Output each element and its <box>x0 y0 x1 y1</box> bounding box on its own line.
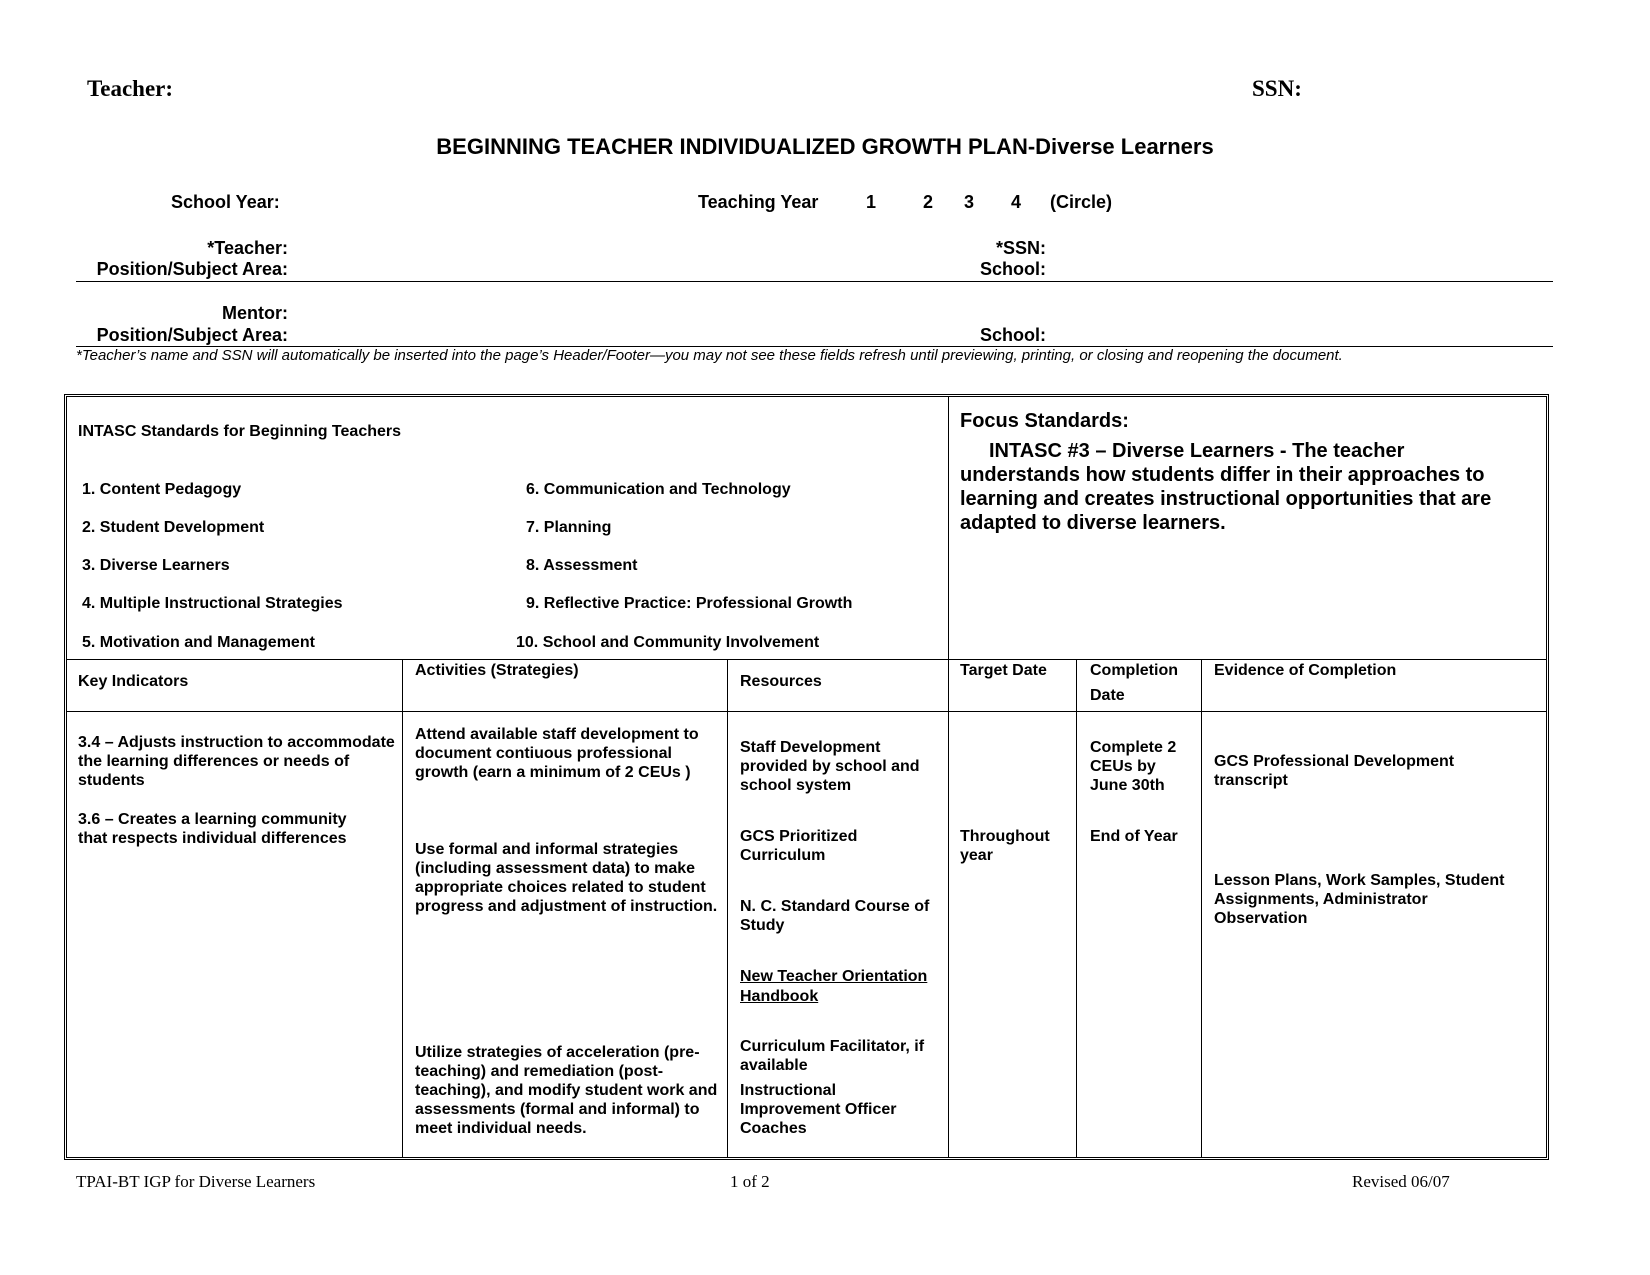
page-header-teacher-label: Teacher: <box>87 76 174 101</box>
school-year-label: School Year: <box>171 192 280 212</box>
focus-standards-heading: Focus Standards: <box>960 410 1129 432</box>
mentor-school-field-label: School: <box>980 325 1046 345</box>
teaching-year-label: Teaching Year <box>698 192 819 212</box>
evidence-item: Lesson Plans, Work Samples, Student Assignments, Administrator Observation <box>1214 872 1505 927</box>
key-indicator: 3.6 – Creates a learning community that respects individual differences <box>78 811 347 847</box>
standard-item: 4. Multiple Instructional Strategies <box>82 595 343 612</box>
standard-item: 10. School and Community Involvement <box>516 634 820 651</box>
col-header-target-date: Target Date <box>960 662 1047 679</box>
col-header-completion: Completion <box>1090 662 1178 679</box>
teacher-field-label: *Teacher: <box>207 238 288 258</box>
standard-item: 3. Diverse Learners <box>82 557 230 574</box>
column-header-bottom-line <box>66 711 1547 712</box>
col-divider-1 <box>402 659 403 1158</box>
footer-page-number: 1 of 2 <box>730 1172 770 1191</box>
target-date-value: Throughout year <box>960 828 1050 864</box>
resource: Instructional Improvement Officer Coaches <box>740 1082 897 1137</box>
col-divider-3 <box>1076 659 1077 1158</box>
standard-item: 7. Planning <box>526 519 612 536</box>
teaching-year-option-4[interactable]: 4 <box>1011 192 1022 212</box>
teaching-year-option-2[interactable]: 2 <box>923 192 934 212</box>
activity: Utilize strategies of acceleration (pre-teaching) and remediation (post-teaching), and modify student work and assessments (formal and informal) to meet individual needs. <box>415 1044 718 1137</box>
footer-revision: Revised 06/07 <box>1352 1172 1450 1191</box>
mentor-field-label: Mentor: <box>222 303 288 323</box>
teaching-year-option-3[interactable]: 3 <box>964 192 975 212</box>
resource: N. C. Standard Course of Study <box>740 898 930 934</box>
activity: Use formal and informal strategies (including assessment data) to make appropriate choices related to student progress and adjustment of instruction. <box>415 841 718 915</box>
col-header-activities: Activities (Strategies) <box>415 662 579 679</box>
circle-note: (Circle) <box>1050 192 1113 212</box>
standards-heading: INTASC Standards for Beginning Teachers <box>78 423 402 440</box>
position-subject-field-label: Position/Subject Area: <box>96 259 288 279</box>
teaching-year-option-1[interactable]: 1 <box>866 192 877 212</box>
standard-item: 2. Student Development <box>82 519 265 536</box>
completion-value: End of Year <box>1090 828 1178 845</box>
activity: Attend available staff development to document contiuous professional growth (earn a minimum of 2 CEUs ) <box>415 726 699 781</box>
col-divider-4 <box>1201 659 1202 1158</box>
school-field-label: School: <box>980 259 1046 279</box>
resource: GCS Prioritized Curriculum <box>740 828 858 864</box>
page-header-ssn-label: SSN: <box>1252 76 1302 101</box>
footer-document-name: TPAI-BT IGP for Diverse Learners <box>76 1172 316 1191</box>
standard-item: 1. Content Pedagogy <box>82 481 242 498</box>
standard-item: 9. Reflective Practice: Professional Growth <box>526 595 853 612</box>
resource-link[interactable]: New Teacher Orientation Handbook <box>740 968 928 1005</box>
col-divider-2 <box>727 659 728 1158</box>
standard-item: 5. Motivation and Management <box>82 634 315 651</box>
focus-standard-text: understands how students differ in their approaches to learning and creates instructional opportunities that are adapted to diverse learners. <box>960 464 1492 534</box>
resource: Curriculum Facilitator, if available <box>740 1038 925 1074</box>
key-indicator: 3.4 – Adjusts instruction to accommodate the learning differences or needs of students <box>78 734 395 789</box>
resource: Staff Development provided by school and school system <box>740 739 920 794</box>
focus-standard-line1: INTASC #3 – Diverse Learners - The teacher <box>989 440 1405 462</box>
col-header-key-indicators: Key Indicators <box>78 673 189 690</box>
col-header-evidence: Evidence of Completion <box>1214 662 1397 679</box>
standard-item: 6. Communication and Technology <box>526 481 791 498</box>
ssn-field-label: *SSN: <box>995 238 1046 258</box>
col-header-completion-date: Date <box>1090 687 1125 704</box>
page-title: BEGINNING TEACHER INDIVIDUALIZED GROWTH PLAN-Diverse Learners <box>436 134 1214 159</box>
standards-focus-divider <box>948 396 949 1158</box>
standard-item: 8. Assessment <box>526 557 638 574</box>
completion-value: Complete 2 CEUs by June 30th <box>1090 739 1177 794</box>
teacher-section-rule <box>76 281 1553 282</box>
mentor-position-field-label: Position/Subject Area: <box>96 325 288 345</box>
auto-insert-note: *Teacher’s name and SSN will automatically be inserted into the page’s Header/Footer—you may not see these fields refresh until previewing, printing, or closing and reopening the document. <box>76 347 1343 364</box>
col-header-resources: Resources <box>740 673 822 690</box>
standards-bottom-line <box>66 659 1547 660</box>
evidence-item: GCS Professional Development transcript <box>1214 753 1455 789</box>
